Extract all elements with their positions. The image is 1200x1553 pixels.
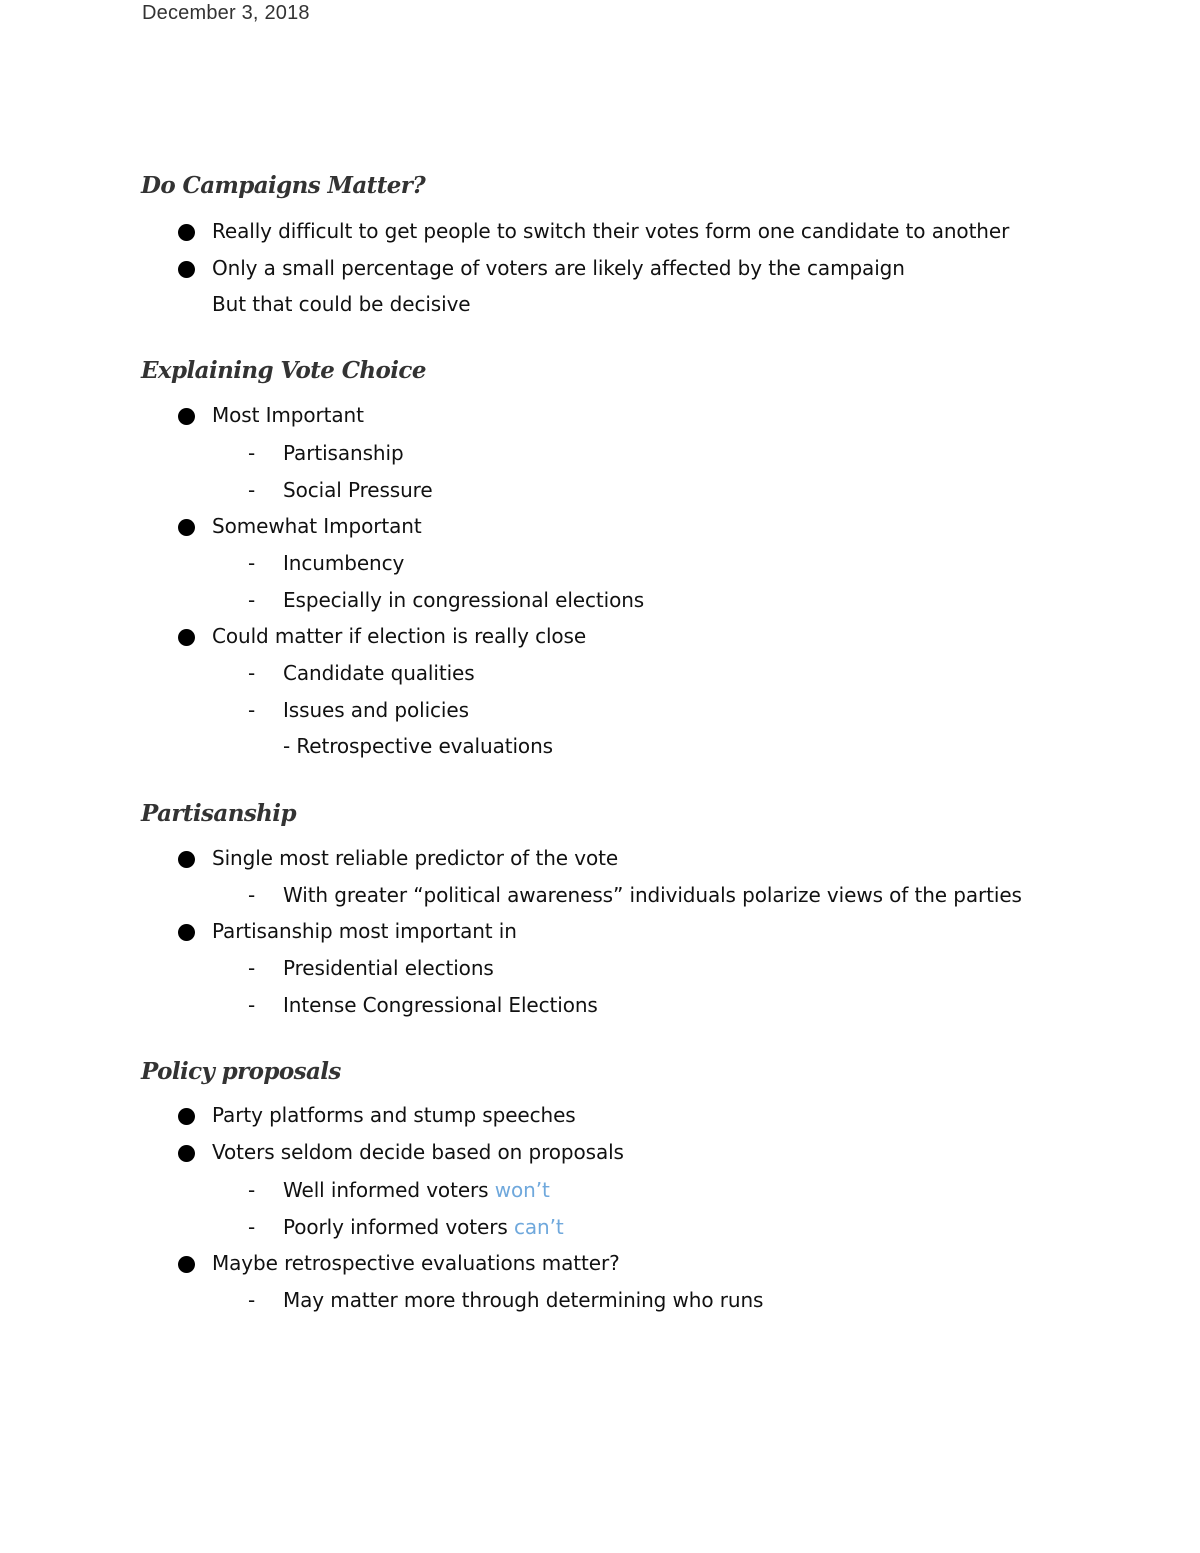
list-item: But that could be decisive	[212, 292, 471, 316]
list-item: - Retrospective evaluations	[283, 734, 553, 758]
dash-icon: -	[248, 1215, 256, 1239]
list-item: Partisanship	[283, 441, 404, 465]
bullet-icon	[178, 1256, 195, 1273]
list-item: Especially in congressional elections	[283, 588, 645, 612]
section-heading-explaining-vote-choice: Explaining Vote Choice	[141, 357, 426, 384]
list-item: Presidential elections	[283, 956, 494, 980]
dash-icon: -	[248, 993, 256, 1017]
section-heading-do-campaigns-matter: Do Campaigns Matter?	[141, 172, 426, 199]
section-heading-partisanship: Partisanship	[141, 800, 296, 827]
list-item: Single most reliable predictor of the vote	[212, 846, 619, 870]
list-item: Voters seldom decide based on proposals	[212, 1140, 624, 1164]
list-item: Somewhat Important	[212, 514, 422, 538]
highlighted-word: won’t	[494, 1178, 550, 1202]
bullet-icon	[178, 924, 195, 941]
dash-icon: -	[248, 588, 256, 612]
list-item: May matter more through determining who runs	[283, 1288, 764, 1312]
dash-icon: -	[248, 1178, 256, 1202]
list-item: Only a small percentage of voters are likely affected by the campaign	[212, 256, 905, 280]
list-item: Really difficult to get people to switch their votes form one candidate to another	[212, 219, 1010, 243]
bullet-icon	[178, 224, 195, 241]
list-item: Could matter if election is really close	[212, 624, 587, 648]
bullet-icon	[178, 519, 195, 536]
bullet-icon	[178, 1108, 195, 1125]
bullet-icon	[178, 851, 195, 868]
list-item	[283, 1175, 550, 1205]
section-heading-policy-proposals: Policy proposals	[141, 1058, 341, 1085]
document-date: December 3, 2018	[142, 2, 310, 24]
bullet-icon	[178, 1145, 195, 1162]
list-item: Issues and policies	[283, 698, 469, 722]
dash-icon: -	[248, 661, 256, 685]
dash-icon: -	[248, 956, 256, 980]
list-item: Incumbency	[283, 551, 405, 575]
list-item: Party platforms and stump speeches	[212, 1103, 576, 1127]
list-item: Candidate qualities	[283, 661, 475, 685]
list-item-text: Well informed voters	[283, 1178, 495, 1202]
dash-icon: -	[248, 698, 256, 722]
bullet-icon	[178, 629, 195, 646]
list-item-text: Poorly informed voters	[283, 1215, 514, 1239]
bullet-icon	[178, 261, 195, 278]
list-item: Most Important	[212, 403, 364, 427]
dash-icon: -	[248, 883, 256, 907]
list-item: Maybe retrospective evaluations matter?	[212, 1251, 620, 1275]
bullet-icon	[178, 408, 195, 425]
list-item	[283, 1212, 564, 1242]
list-item: Partisanship most important in	[212, 919, 517, 943]
dash-icon: -	[248, 551, 256, 575]
list-item: With greater “political awareness” individuals polarize views of the parties	[283, 883, 1022, 907]
list-item: Intense Congressional Elections	[283, 993, 598, 1017]
dash-icon: -	[248, 441, 256, 465]
list-item: Social Pressure	[283, 478, 433, 502]
highlighted-word: can’t	[513, 1215, 564, 1239]
dash-icon: -	[248, 478, 256, 502]
dash-icon: -	[248, 1288, 256, 1312]
